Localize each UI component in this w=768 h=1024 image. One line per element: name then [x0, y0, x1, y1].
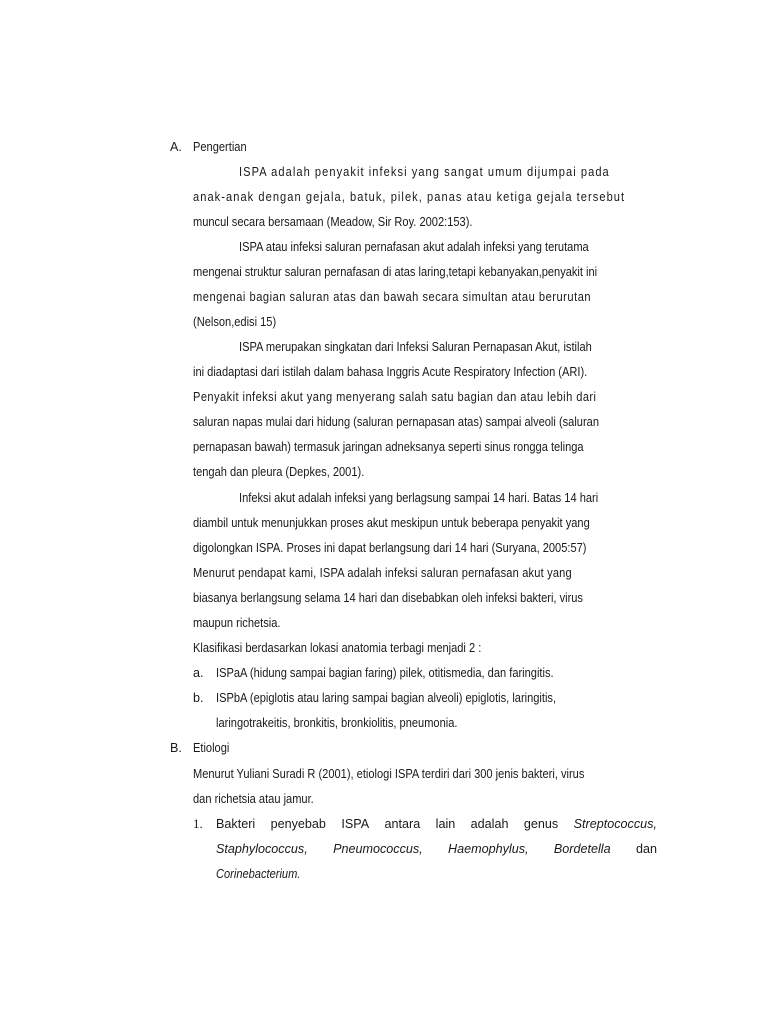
paragraph-line: saluran napas mulai dari hidung (saluran pernapasan atas) sampai alveoli (saluran — [193, 415, 599, 429]
word: lain — [435, 817, 456, 831]
list-item: ISPaA (hidung sampai bagian faring) pilek, otitismedia, dan faringitis. — [216, 666, 554, 680]
genus-name: Corinebacterium. — [216, 867, 301, 881]
word: Bakteri — [216, 817, 256, 831]
word: adalah — [470, 817, 509, 831]
genus-name: Staphylococcus, — [216, 842, 308, 856]
paragraph-line: Penyakit infeksi akut yang menyerang salah satu bagian dan atau lebih dari — [193, 390, 597, 404]
list-marker: a. — [193, 666, 204, 680]
paragraph-line: Klasifikasi berdasarkan lokasi anatomia terbagi menjadi 2 : — [193, 641, 482, 655]
genus-name: Pneumococcus, — [333, 842, 423, 856]
paragraph-line: Infeksi akut adalah infeksi yang berlagsung sampai 14 hari. Batas 14 hari — [239, 491, 599, 505]
numbered-marker: 1. — [193, 816, 203, 831]
word: penyebab — [270, 817, 326, 831]
paragraph-line: biasanya berlangsung selama 14 hari dan disebabkan oleh infeksi bakteri, virus — [193, 591, 583, 605]
genus-name: Bordetella — [553, 842, 611, 856]
list-marker: b. — [193, 691, 204, 705]
paragraph-line: (Nelson,edisi 15) — [193, 315, 277, 329]
list-item-continuation: laringotrakeitis, bronkitis, bronkiolitis, pneumonia. — [216, 716, 458, 730]
word: ISPA — [341, 817, 370, 831]
paragraph-line: mengenai struktur saluran pernafasan di atas laring,tetapi kebanyakan,penyakit ini — [193, 265, 598, 279]
numbered-item-line — [216, 816, 657, 832]
paragraph-line: muncul secara bersamaan (Meadow, Sir Roy. 2002:153). — [193, 215, 473, 229]
numbered-item-line — [216, 841, 657, 857]
paragraph-line: ISPA atau infeksi saluran pernafasan akut adalah infeksi yang terutama — [239, 240, 589, 254]
paragraph-line: ini diadaptasi dari istilah dalam bahasa Inggris Acute Respiratory Infection (ARI). — [193, 365, 588, 379]
paragraph-line: Menurut Yuliani Suradi R (2001), etiologi ISPA terdiri dari 300 jenis bakteri, virus — [193, 767, 585, 781]
numbered-item-line — [216, 866, 300, 882]
section-a-marker: A. — [170, 140, 182, 154]
section-b-heading: Etiologi — [193, 741, 230, 755]
genus-name: Haemophylus, — [448, 842, 529, 856]
paragraph-line: digolongkan ISPA. Proses ini dapat berlangsung dari 14 hari (Suryana, 2005:57) — [193, 541, 587, 555]
paragraph-line: ISPA merupakan singkatan dari Infeksi Saluran Pernapasan Akut, istilah — [239, 340, 592, 354]
paragraph-line: maupun richetsia. — [193, 616, 281, 630]
word: dan — [635, 842, 657, 856]
genus-name: Streptococcus, — [573, 817, 657, 831]
paragraph-line: diambil untuk menunjukkan proses akut meskipun untuk beberapa penyakit yang — [193, 516, 590, 530]
paragraph-line: tengah dan pleura (Depkes, 2001). — [193, 465, 365, 479]
section-b-marker: B. — [170, 741, 182, 755]
list-item: ISPbA (epiglotis atau laring sampai bagian alveoli) epiglotis, laringitis, — [216, 691, 557, 705]
word: genus — [523, 817, 559, 831]
paragraph-line: mengenai bagian saluran atas dan bawah secara simultan atau berurutan — [193, 290, 592, 304]
paragraph-line: dan richetsia atau jamur. — [193, 792, 314, 806]
paragraph-line: pernapasan bawah) termasuk jaringan adneksanya seperti sinus rongga telinga — [193, 440, 584, 454]
paragraph-line: Menurut pendapat kami, ISPA adalah infeksi saluran pernafasan akut yang — [193, 566, 572, 580]
section-a-heading: Pengertian — [193, 140, 247, 154]
paragraph-line: ISPA adalah penyakit infeksi yang sangat umum dijumpai pada — [239, 165, 610, 179]
word: antara — [384, 817, 421, 831]
paragraph-line: anak-anak dengan gejala, batuk, pilek, panas atau ketiga gejala tersebut — [193, 190, 626, 204]
